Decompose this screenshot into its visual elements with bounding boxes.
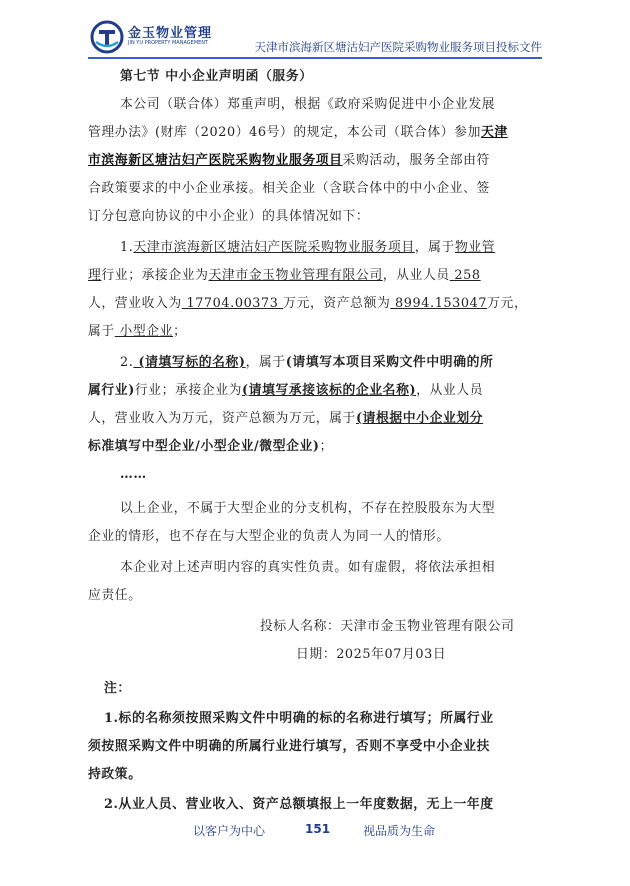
statement-line: 企业的情形，也不存在与大型企业的负责人为同一人的情形。 bbox=[88, 529, 450, 544]
footer-slogan-left: 以客户为中心 bbox=[193, 824, 266, 838]
statement-line: 应责任。 bbox=[88, 588, 142, 603]
signature-date: 日期：2025年07月03日 bbox=[296, 647, 447, 662]
note-line: 须按照采购文件中明确的所属行业进行填写，否则不享受中小企业扶 bbox=[88, 739, 490, 754]
intro-line: 订分包意向协议的中小企业）的具体情况如下： bbox=[88, 209, 370, 224]
bidder-signature: 投标人名称：天津市金玉物业管理有限公司 bbox=[260, 619, 515, 634]
section-title: 第七节 中小企业声明函（服务） bbox=[120, 69, 313, 84]
item-1-line: 属于 小型企业； bbox=[88, 324, 187, 339]
page-number: 151 bbox=[305, 822, 331, 836]
company-logo-icon bbox=[90, 20, 124, 54]
item-2-line: 标准填写中型企业/小型企业/微型企业)； bbox=[88, 439, 333, 454]
statement-line: 本企业对上述声明内容的真实性负责。如有虚假，将依法承担相 bbox=[120, 560, 496, 575]
intro-line: 市滨海新区塘沽妇产医院采购物业服务项目采购活动，服务全部由符 bbox=[88, 153, 490, 168]
logo-subtext: JIN YU PROPERTY MANAGEMENT bbox=[128, 40, 209, 46]
notes-title: 注： bbox=[104, 681, 131, 696]
item-1-line: 人，营业收入为 17704.00373 万元，资产总额为 8994.153047万元， bbox=[88, 296, 528, 311]
note-line: 持政策。 bbox=[88, 767, 142, 782]
item-1-line: 1.天津市滨海新区塘沽妇产医院采购物业服务项目，属于物业管 bbox=[120, 240, 496, 255]
document-title: 天津市滨海新区塘沽妇产医院采购物业服务项目投标文件 bbox=[254, 40, 542, 54]
intro-line: 本公司（联合体）郑重声明，根据《政府采购促进中小企业发展 bbox=[120, 97, 496, 112]
intro-line: 合政策要求的中小企业承接。相关企业（含联合体中的中小企业、签 bbox=[88, 181, 490, 196]
item-2-line: 2. (请填写标的名称)，属于(请填写本项目采购文件中明确的所 bbox=[120, 355, 494, 370]
logo-text: 金玉物业管理 bbox=[128, 26, 213, 41]
footer-slogan-right: 视品质为生命 bbox=[363, 824, 436, 838]
statement-line: 以上企业，不属于大型企业的分支机构，不存在控股股东为大型 bbox=[120, 501, 496, 516]
note-line: 2.从业人员、营业收入、资产总额填报上一年度数据，无上一年度 bbox=[104, 797, 494, 812]
intro-line: 管理办法》(财库（2020）46号）的规定，本公司（联合体）参加天津 bbox=[88, 125, 508, 140]
header-divider bbox=[88, 57, 542, 59]
item-2-line: 人，营业收入为万元，资产总额为万元，属于(请根据中小企业划分 bbox=[88, 411, 484, 426]
page-footer bbox=[0, 822, 630, 842]
ellipsis: …… bbox=[120, 467, 147, 482]
page-header bbox=[0, 0, 630, 60]
note-line: 1.标的名称须按照采购文件中明确的标的名称进行填写；所属行业 bbox=[104, 711, 494, 726]
item-2-line: 属行业)行业；承接企业为(请填写承接该标的企业名称)，从业人员 bbox=[88, 383, 484, 398]
item-1-line: 理行业；承接企业为天津市金玉物业管理有限公司，从业人员 258 bbox=[88, 268, 481, 283]
